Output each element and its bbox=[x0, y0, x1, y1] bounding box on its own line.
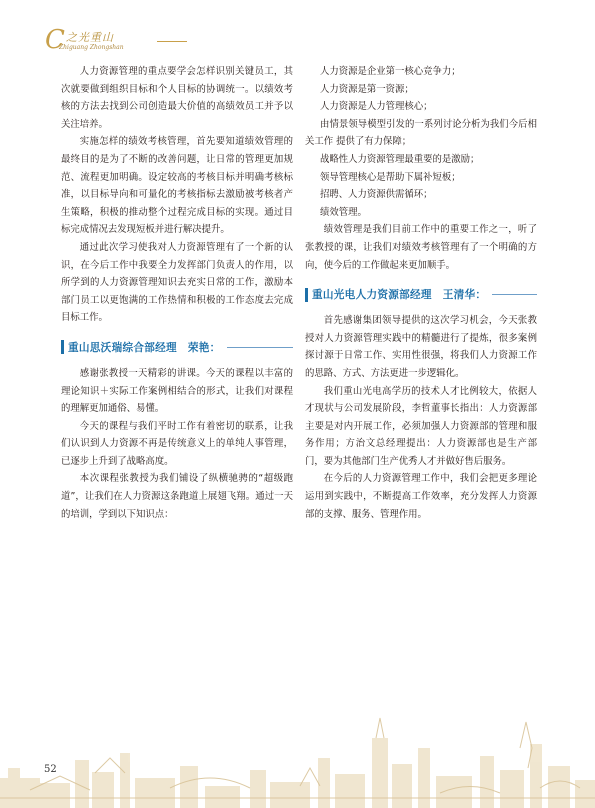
left-paragraph-6: 本次课程张教授为我们铺设了纵横驰骋的“超级跑道”，让我们在人力资源这条跑道上展翅飞翔。通过一天的培训，学到以下知识点： bbox=[61, 473, 293, 520]
left-paragraph-3: 通过此次学习使我对人力资源管理有了一个新的认识，在今后工作中我要全力发挥部门负责人的作用，以所学到的人力资源管理知识去充实日常的工作，激励本部门员工以更饱满的工作热情和积极的工作态度去完成目标工作。 bbox=[61, 241, 293, 324]
left-column bbox=[61, 63, 293, 523]
logo-rule bbox=[157, 41, 187, 42]
section-rule bbox=[492, 294, 537, 295]
knowledge-point-7: 招聘、人力资源供需循环； bbox=[320, 189, 433, 201]
section-bar bbox=[61, 340, 64, 354]
knowledge-point-6: 领导管理核心是帮助下属补短板； bbox=[320, 171, 461, 183]
knowledge-point-5: 战略性人力资源管理最重要的是激励； bbox=[320, 153, 480, 165]
header-logo bbox=[45, 27, 195, 57]
knowledge-point-8: 绩效管理。 bbox=[320, 206, 367, 218]
section-heading-rongyan bbox=[61, 339, 293, 356]
section-title: 重山光电人力资源部经理 王清华： bbox=[312, 289, 487, 302]
section-bar bbox=[305, 288, 308, 302]
right-paragraph-1: 绩效管理是我们目前工作中的重要工作之一，听了张教授的课，让我们对绩效考核管理有了一个明确的方向，使今后的工作做起来更加顺手。 bbox=[305, 224, 537, 271]
left-paragraph-5: 今天的课程与我们平时工作有着密切的联系，让我们认识到人力资源不再是传统意义上的单纯人事管理，已逐步上升到了战略高度。 bbox=[61, 420, 293, 467]
city-skyline-icon bbox=[0, 698, 595, 808]
logo-title: 之光重山 bbox=[66, 31, 114, 44]
right-paragraph-4: 在今后的人力资源管理工作中，我们会把更多理论运用到实践中，不断提高工作效率，充分发挥人力资源部的支撑、服务、管理作用。 bbox=[305, 473, 537, 520]
section-title: 重山思沃瑞综合部经理 荣艳： bbox=[68, 341, 221, 354]
knowledge-point-3: 人力资源是人力管理核心； bbox=[320, 101, 433, 113]
knowledge-point-4: 由情景领导模型引发的一系列讨论分析为我们今后相关工作 提供了有力保障； bbox=[305, 118, 537, 148]
left-paragraph-4: 感谢张教授一天精彩的讲课。今天的课程以丰富的理论知识＋实际工作案例相结合的形式，让我们对课程的理解更加通俗、易懂。 bbox=[61, 367, 293, 415]
right-column bbox=[305, 63, 537, 523]
left-paragraph-2: 实施怎样的绩效考核管理，首先要知道绩效管理的最终目的是为了不断的改善问题，让日常的管理更加规范、流程更加明确。设定较高的考核目标并明确考核标准，以目标导向和可量化的考核指标去激励被考核者产生策略，积极的推动整个过程完成目标的实现。通过目标完成情况去发现短板并进行解决提升。 bbox=[61, 136, 293, 236]
right-paragraph-3: 我们重山光电高学历的技术人才比例较大，依据人才现状与公司发展阶段，李哲董事长指出：人力资源部主要是对内开展工作，必须加强人力资源部的管理和服务作用；方治文总经理提出：人力资源部也是生产部门，要为其他部门生产优秀人才并做好售后服务。 bbox=[305, 385, 537, 467]
right-paragraph-2: 首先感谢集团领导提供的这次学习机会，今天张教授对人力资源管理实践中的精髓进行了提炼，很多案例探讨源于日常工作、实用性很强，将我们人力资源工作的思路、方式、方法更进一步逻辑化。 bbox=[305, 315, 537, 379]
logo-letter-c: C bbox=[45, 25, 65, 55]
left-paragraph-1: 人力资源管理的重点要学会怎样识别关键员工，其次就要做到组织目标和个人目标的协调统一。以绩效考核的方法去找到公司创造最大价值的高绩效员工并予以关注培养。 bbox=[61, 66, 293, 130]
section-rule bbox=[227, 347, 293, 348]
page-number: 52 bbox=[44, 764, 57, 775]
knowledge-point-2: 人力资源是第一资源； bbox=[320, 83, 414, 95]
section-heading-wangqinghua bbox=[305, 286, 537, 303]
knowledge-point-1: 人力资源是企业第一核心竞争力； bbox=[320, 66, 461, 77]
logo-subtitle: Zhiguang Zhongshan bbox=[59, 44, 124, 51]
